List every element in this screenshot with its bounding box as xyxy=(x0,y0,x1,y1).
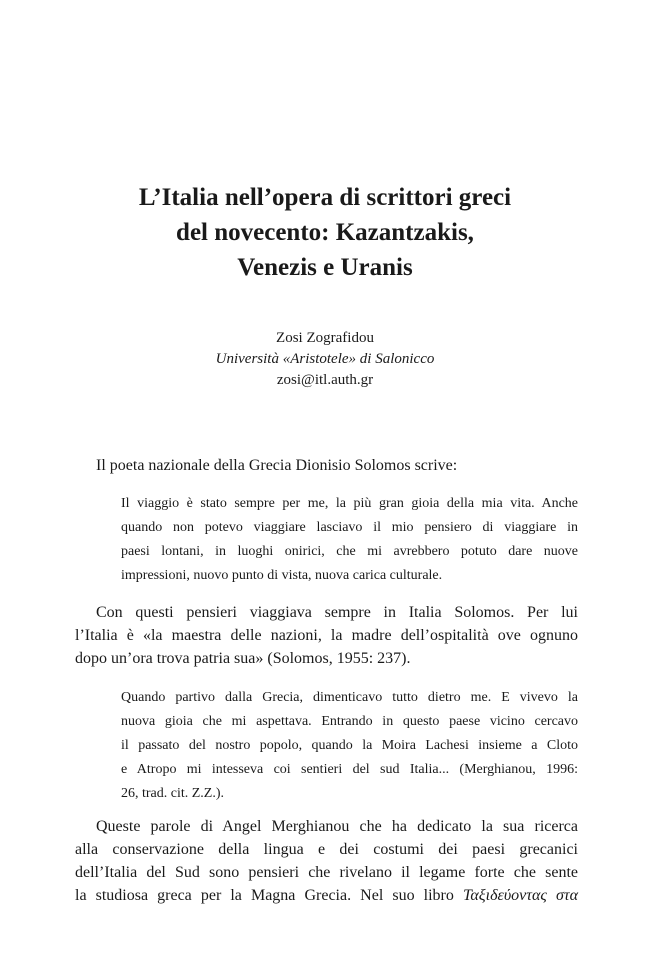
quote-line: quando non potevo viaggiare lasciavo il mio pensiero di viaggiare in xyxy=(121,520,578,535)
title-line-1: L’Italia nell’opera di scrittori greci xyxy=(138,184,512,211)
paragraph-line: dopo un’ora trova patria sua» (Solomos, 1955: 237). xyxy=(75,650,411,667)
paragraph-line: Con questi pensieri viaggiava sempre in Italia Solomos. Per lui xyxy=(96,604,578,621)
paragraph-line: dell’Italia del Sud sono pensieri che rivelano il legame forte che sente xyxy=(75,864,578,881)
author-name: Zosi Zografidou xyxy=(276,330,374,346)
paragraph-text: la studiosa greca per la Magna Grecia. Nel suo libro xyxy=(75,887,463,904)
intro-paragraph: Il poeta nazionale della Grecia Dionisio Solomos scrive: xyxy=(96,457,458,474)
author-affiliation: Università «Aristotele» di Salonicco xyxy=(215,351,435,367)
paragraph-line: Queste parole di Angel Merghianou che ha dedicato la sua ricerca xyxy=(96,818,578,835)
author-email: zosi@itl.auth.gr xyxy=(276,372,374,388)
quote-line: nuova gioia che mi aspettava. Entrando in questo paese vicino cercavo xyxy=(121,714,578,729)
body-paragraph-2 xyxy=(75,815,578,907)
block-quote-2 xyxy=(121,686,578,806)
title-line-2: del novecento: Kazantzakis, xyxy=(176,219,474,246)
greek-book-title: Ταξιδεύοντας στα xyxy=(462,887,578,904)
quote-line: il passato del nostro popolo, quando la Moira Lachesi insieme a Cloto xyxy=(121,738,578,753)
paragraph-line: l’Italia è «la maestra delle nazioni, la madre dell’ospitalità ove ognuno xyxy=(75,627,578,644)
quote-line: Il viaggio è stato sempre per me, la più gran gioia della mia vita. Anche xyxy=(121,496,578,511)
paragraph-line: alla conservazione della lingua e dei costumi dei paesi grecanici xyxy=(75,841,578,858)
block-quote-1 xyxy=(121,492,578,588)
quote-line: impressioni, nuovo punto di vista, nuova carica culturale. xyxy=(121,568,443,583)
quote-line: e Atropo mi intesseva coi sentieri del sud Italia... (Merghianou, 1996: xyxy=(121,762,578,777)
body-paragraph-1 xyxy=(75,601,578,670)
paragraph-line-last xyxy=(75,884,578,907)
quote-line: 26, trad. cit. Z.Z.). xyxy=(121,786,225,801)
quote-line: Quando partivo dalla Grecia, dimenticavo tutto dietro me. E vivevo la xyxy=(121,690,578,705)
paper-title xyxy=(0,180,650,285)
author-block xyxy=(0,328,650,391)
quote-line: paesi lontani, in luoghi onirici, che mi avrebbero potuto dare nuove xyxy=(121,544,578,559)
title-line-3: Venezis e Uranis xyxy=(237,254,413,281)
